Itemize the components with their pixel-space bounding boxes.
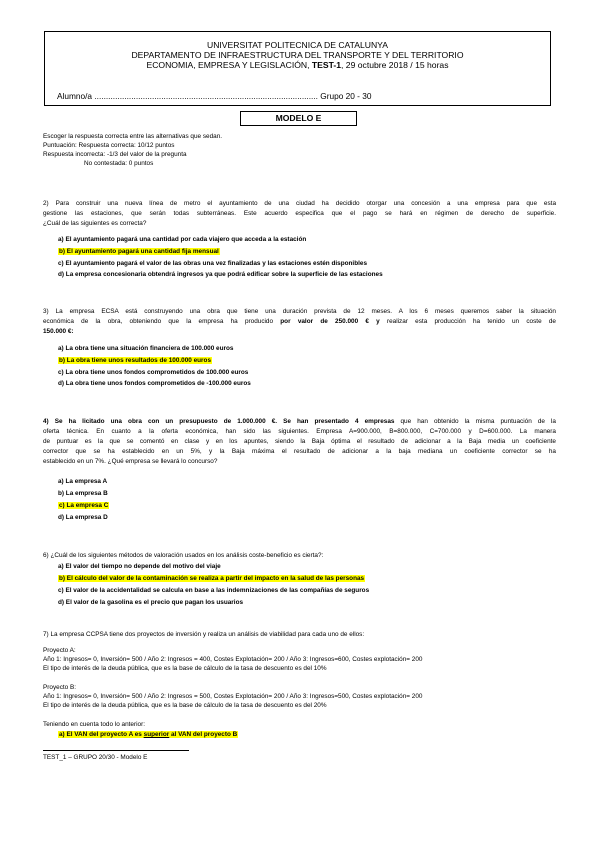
question-7-prompt: Teniendo en cuenta todo lo anterior: bbox=[43, 721, 145, 728]
exam-model-label: MODELO E bbox=[240, 111, 357, 126]
footer-divider bbox=[43, 750, 189, 751]
question-3-option-c: c) La obra tiene unos fondos comprometidos de 100.000 euros bbox=[58, 369, 249, 376]
question-2-option-c: c) El ayuntamiento pagará el valor de las obras una vez finalizadas y las estaciones estén disponibles bbox=[58, 260, 367, 267]
answer-highlight: b) El ayuntamiento pagará una cantidad fija mensual bbox=[59, 248, 219, 255]
scoring-incorrect: Respuesta incorrecta: -1/3 del valor de la pregunta bbox=[43, 151, 187, 158]
question-3-text: 3) La empresa ECSA está construyendo una obra que tiene una duración prevista de 12 meses. A los 6 meses queremos saber la situación económica de la obra, obteniendo que la empresa ha producido por valor de 250.000 € y realizar esta producción ha tenido un coste de 150.000 €: bbox=[43, 308, 556, 336]
answer-highlight: b) El cálculo del valor de la contaminación se realiza a partir del impacto en la salud de las personas bbox=[59, 575, 365, 582]
question-4-option-d: d) La empresa D bbox=[58, 514, 108, 521]
project-b-title: Proyecto B: bbox=[43, 684, 77, 691]
question-3-option-d: d) La obra tiene unos fondos comprometidos de -100.000 euros bbox=[58, 380, 251, 387]
question-6-option-a: a) El valor del tiempo no depende del motivo del viaje bbox=[58, 563, 221, 570]
scoring-correct: Puntuación: Respuesta correcta: 10/12 puntos bbox=[43, 142, 175, 149]
department-name: DEPARTAMENTO DE INFRAESTRUCTURA DEL TRANSPORTE Y DEL TERRITORIO bbox=[131, 50, 464, 60]
answer-highlight: c) La empresa C bbox=[59, 502, 109, 509]
question-4-option-a: a) La empresa A bbox=[58, 478, 108, 485]
question-6-option-c: c) El valor de la accidentalidad se calcula en base a las indemnizaciones de las compañías de seguros bbox=[58, 587, 370, 594]
university-name: UNIVERSITAT POLITECNICA DE CATALUNYA bbox=[207, 40, 388, 50]
question-6-option-b bbox=[58, 573, 365, 585]
project-a-title: Proyecto A: bbox=[43, 647, 76, 654]
project-a-rate: El tipo de interés de la deuda pública, que es la base de cálculo de la tasa de descuento es del 10% bbox=[43, 665, 327, 672]
course-line: ECONOMIA, EMPRESA Y LEGISLACIÓN, TEST-1, 29 octubre 2018 / 15 horas bbox=[146, 60, 449, 70]
question-2-option-a: a) El ayuntamiento pagará una cantidad por cada viajero que acceda a la estación bbox=[58, 236, 307, 243]
project-a-cashflows: Año 1: Ingresos= 0, Inversión= 500 / Año 2: Ingresos = 400, Costes Explotación= 200 / Año 3: Ingresos=600, Costes explotación= 200 bbox=[43, 656, 423, 663]
question-2-option-d: d) La empresa concesionaria obtendrá ingresos ya que podrá edificar sobre la superficie de las estaciones bbox=[58, 271, 383, 278]
student-name-line: Alumno/a ................................................................................................. Grupo 20 - 30 bbox=[57, 91, 372, 101]
question-6-text: 6) ¿Cuál de los siguientes métodos de valoración usados en los análisis coste-beneficio es cierta?: bbox=[43, 552, 324, 559]
project-b-rate: El tipo de interés de la deuda pública, que es la base de cálculo de la tasa de descuento es del 20% bbox=[43, 702, 327, 709]
project-b-cashflows: Año 1: Ingresos= 0, Inversión= 500 / Año 2: Ingresos = 500, Costes Explotación= 200 / Año 3: Ingresos=500, Costes explotación= 200 bbox=[43, 693, 423, 700]
answer-highlight: b) La obra tiene unos resultados de 100.000 euros bbox=[59, 357, 212, 364]
page-footer: TEST_1 – GRUPO 20/30 - Modelo E bbox=[43, 754, 148, 761]
exam-header-box bbox=[44, 31, 551, 106]
answer-highlight: a) El VAN del proyecto A es superior al VAN del proyecto B bbox=[59, 731, 238, 738]
question-6-option-d: d) El valor de la gasolina es el precio que pagan los usuarios bbox=[58, 599, 244, 606]
question-3-option-a: a) La obra tiene una situación financiera de 100.000 euros bbox=[58, 345, 234, 352]
question-4-option-b: b) La empresa B bbox=[58, 490, 108, 497]
scoring-unanswered: No contestada: 0 puntos bbox=[84, 160, 154, 167]
question-4-text: 4) Se ha licitado una obra con un presupuesto de 1.000.000 €. Se han presentado 4 empresas que han obtenido la misma puntuación de la oferta técnica. En cuanto a la oferta económica, han sido las siguientes. Empresa A=900.000, B=800.000, C=700.000 y D=600.000. La manera de puntuar es la que se comentó en clase y en los apuntes, siendo la Baja óptima el resultado de adicionar a la Baja media un coeficiente corrector que se ha establecido en un 5%, y la Baja máxima el resultado de adicionar a la baja mediana un coeficiente corrector se ha establecido en un 7%. ¿Qué empresa se llevará lo concurso? bbox=[43, 418, 556, 466]
instructions-line: Escoger la respuesta correcta entre las alternativas que sedan. bbox=[43, 133, 223, 140]
question-4-option-c bbox=[58, 500, 109, 512]
question-2-option-b bbox=[58, 246, 220, 258]
question-2-text: 2) Para construir una nueva línea de metro el ayuntamiento de una ciudad ha decidido otorgar una concesión a una empresa para que esta gestione las estaciones, que serán todas subterráneas. Este acuerdo especifica que el pago se hará en régimen de derecho de superficie. ¿Cuál de las siguientes es correcta? bbox=[43, 200, 556, 228]
question-3-option-b bbox=[58, 355, 212, 367]
question-7-option-a bbox=[58, 729, 238, 741]
test-label: TEST-1 bbox=[311, 60, 342, 70]
question-7-text: 7) La empresa CCPSA tiene dos proyectos de inversión y realiza un análisis de viabilidad para cada uno de ellos: bbox=[43, 631, 365, 638]
